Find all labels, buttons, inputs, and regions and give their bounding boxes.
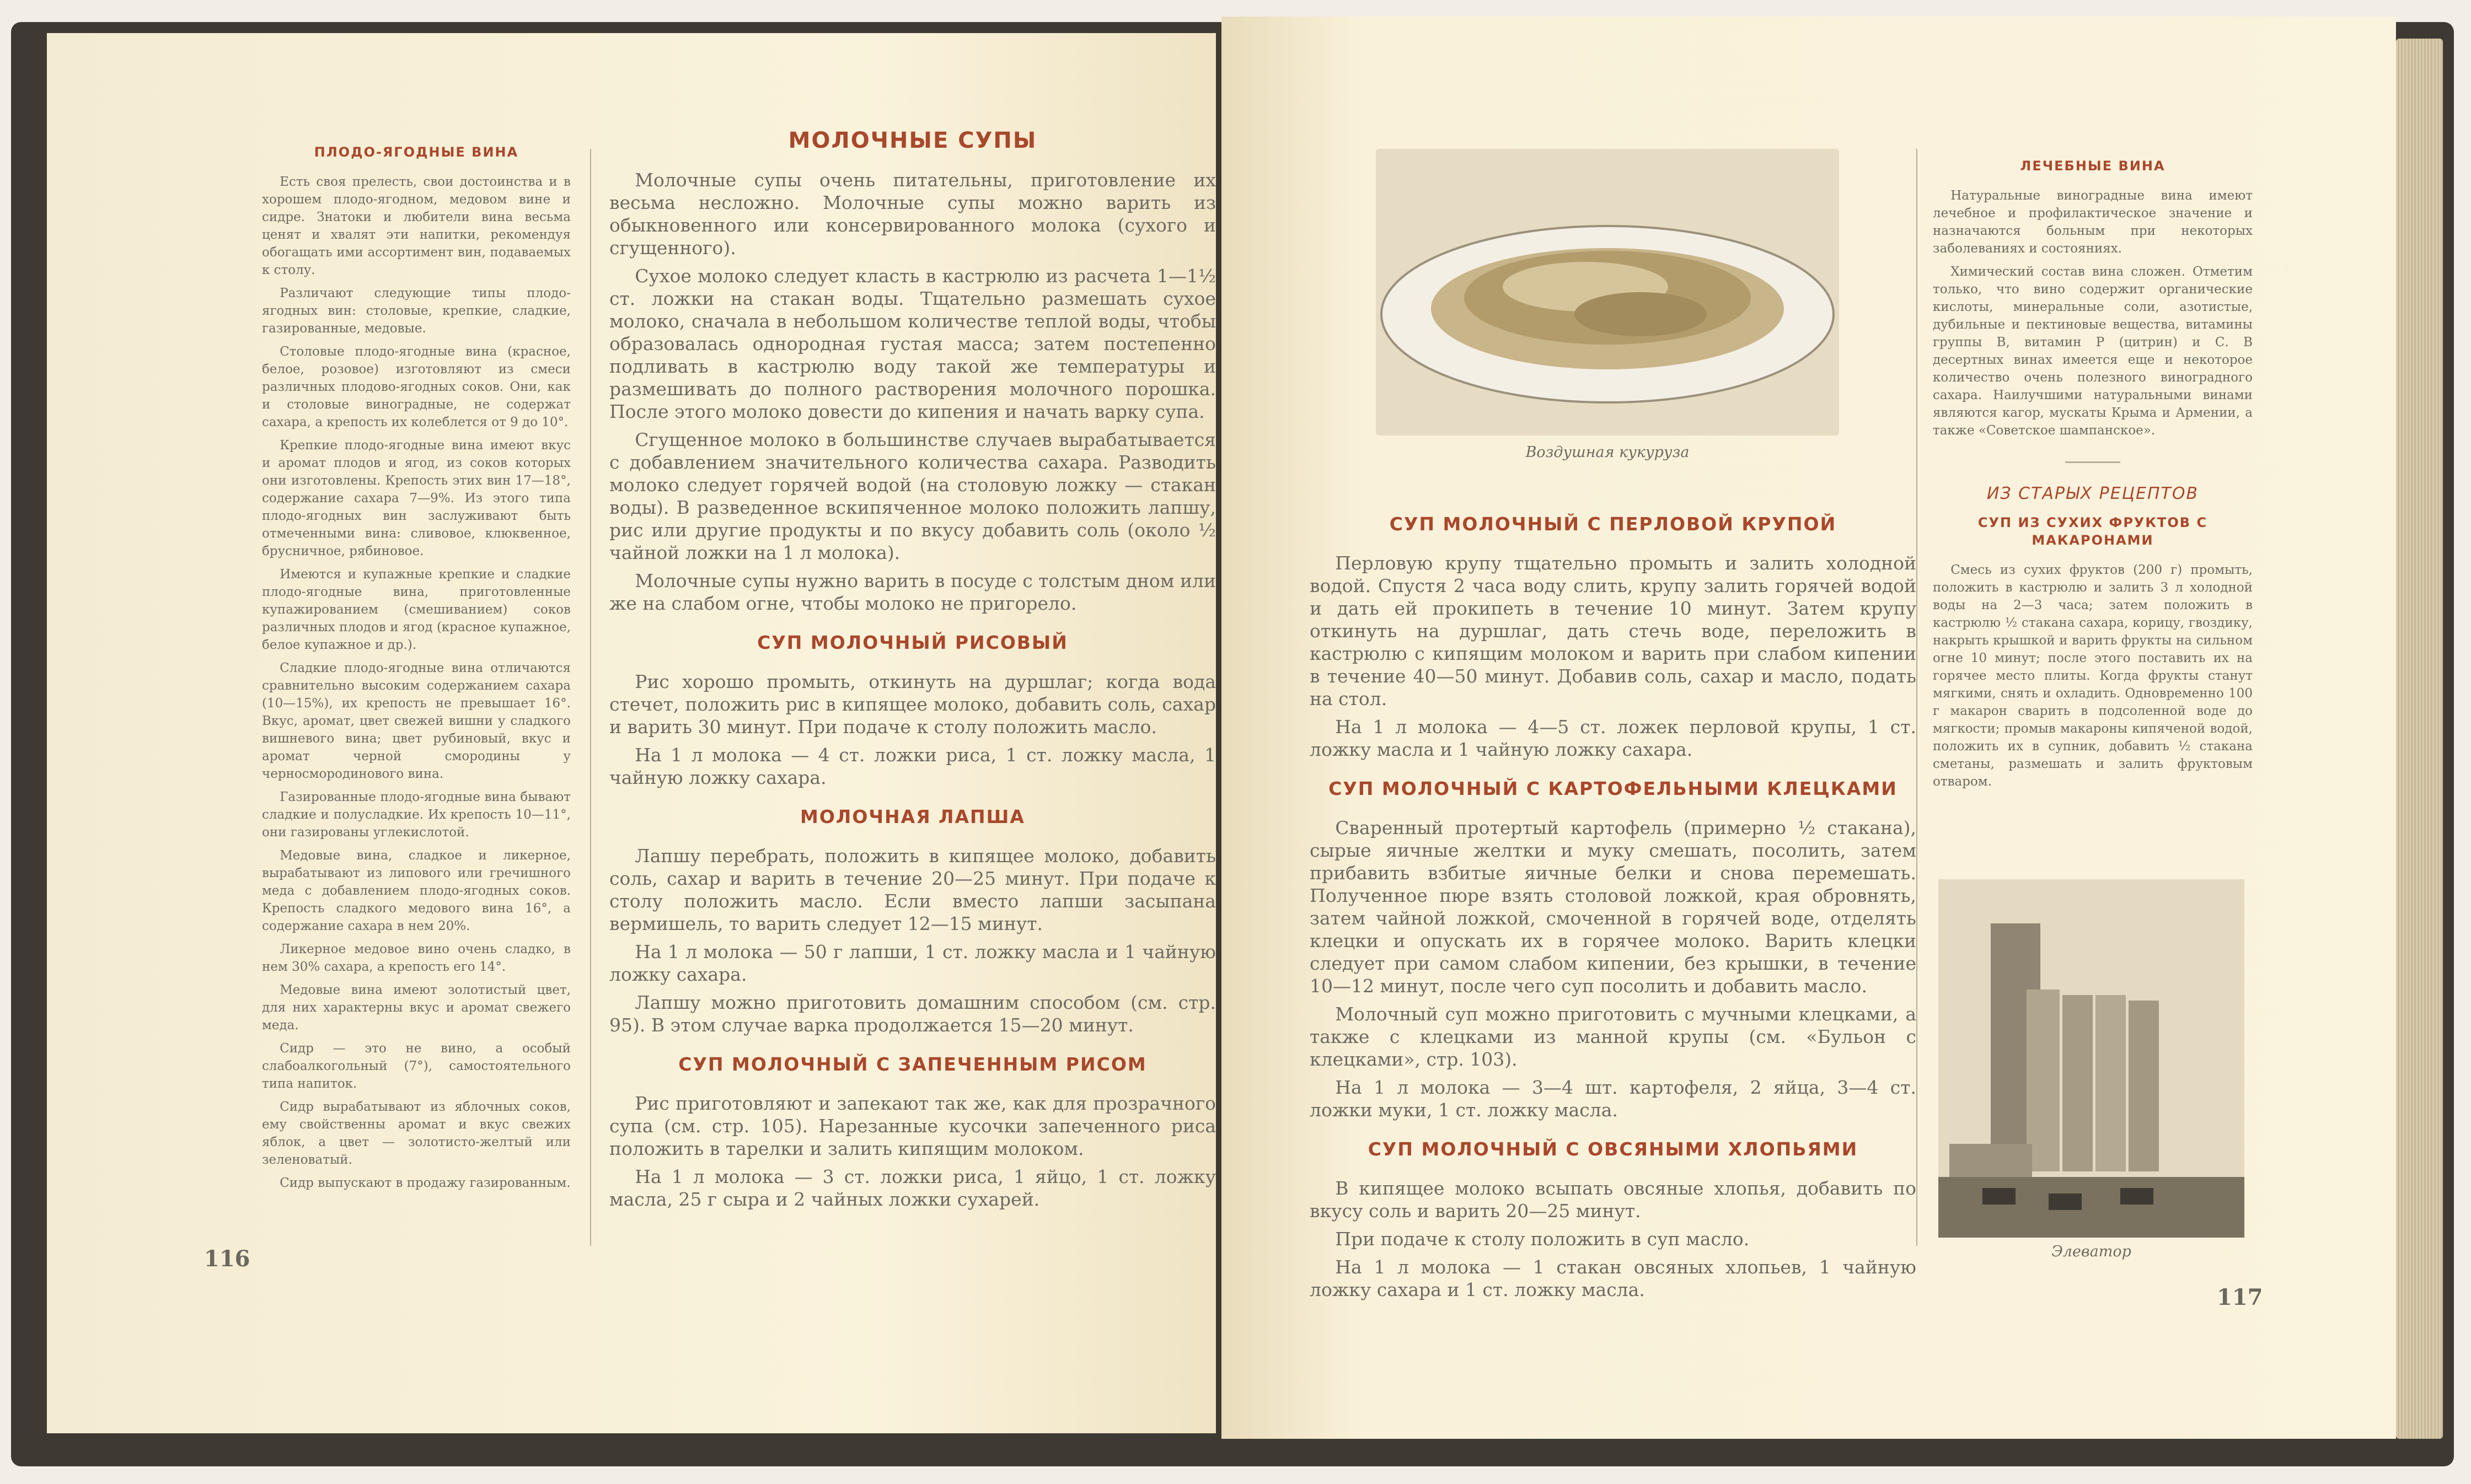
recipe-title: СУП МОЛОЧНЫЙ С ЗАПЕЧЕННЫМ РИСОМ <box>678 1053 1147 1075</box>
old-recipe-text: Смесь из сухих фруктов (200 г) промыть, положить в кастрюлю и залить 3 л холодной воды на 2—3 часа; затем положить в кастрюлю ½ стакана сахара, корицу, гвоздику, накрыть крышкой и варить фрукты на сильном огне 10 минут; после этого поставить их на горячее место плиты. Когда фрукты станут мягкими, снять и охладить. Одновременно 100 г макарон сварить в подсоленной воде до мягкости; промыв макароны кипяченой водой, положить их в супник, добавить ½ стакана сметаны, размешать и залить фруктовым отваром. <box>1933 563 2253 789</box>
page-edges <box>2396 39 2443 1439</box>
recipe-body <box>1310 1177 1916 1301</box>
recipe-title: СУП МОЛОЧНЫЙ С ОВСЯНЫМИ ХЛОПЬЯМИ <box>1368 1138 1858 1160</box>
sidebar-paragraph: Газированные плодо-ягодные вина бывают сладкие и полусладкие. Их крепость 10—11°, они газированы углекислотой. <box>262 790 571 840</box>
sidebar-text <box>262 173 571 1192</box>
intro-text <box>609 169 1216 615</box>
recipe-body <box>609 670 1216 789</box>
sidebar-paragraph: Различают следующие типы плодо-ягодных вин: столовые, крепкие, сладкие, газированные, медовые. <box>262 286 571 336</box>
sidebar-paragraph: Натуральные виноградные вина имеют лечебное и профилактическое значение и назначаются больным при некоторых заболеваниях и состояниях. <box>1933 189 2253 256</box>
sidebar-paragraph: Медовые вина, сладкое и ликерное, вырабатывают из липового или гречишного меда с добавлением плодо-ягодных соков. Крепость сладкого медового вина 16°, а содержание сахара в нем 20%. <box>262 848 571 933</box>
left-sidebar <box>262 143 571 1251</box>
left-page <box>47 33 1216 1433</box>
left-main-column <box>609 130 1216 1287</box>
recipe-paragraph: На 1 л молока — 50 г лапши, 1 ст. ложку масла и 1 чайную ложку сахара. <box>609 941 1216 985</box>
elevator-photo <box>1938 879 2244 1238</box>
recipe-paragraph: На 1 л молока — 3—4 шт. картофеля, 2 яйца, 3—4 ст. ложки муки, 1 ст. ложку масла. <box>1310 1077 1916 1121</box>
recipe-paragraph: Молочный суп можно приготовить с мучными клецками, а также с клецками из манной крупы (см. «Бульон с клецками», стр. 103). <box>1310 1003 1916 1070</box>
intro-paragraph: Молочные супы очень питательны, приготовление их весьма несложно. Молочные супы можно варить из обыкновенного или консервированного молока (сухого и сгущенного). <box>609 169 1216 259</box>
recipe-paragraph: Рис хорошо промыть, откинуть на дуршлаг; когда вода стечет, положить рис в кипящее молоко, добавить соль, сахар и варить 30 минут. При подаче к столу положить масло. <box>609 671 1216 738</box>
recipe-paragraph: На 1 л молока — 3 ст. ложки риса, 1 яйцо, 1 ст. ложку масла, 25 г сыра и 2 чайных ложки сухарей. <box>609 1166 1216 1210</box>
sidebar-paragraph: Сидр выпускают в продажу газированным. <box>280 1176 571 1190</box>
recipe-paragraph: В кипящее молоко всыпать овсяные хлопья, добавить по вкусу соль и варить 20—25 минут. <box>1310 1177 1916 1222</box>
photo-caption-top: Воздушная кукуруза <box>1525 444 1690 461</box>
old-recipes-heading: ИЗ СТАРЫХ РЕЦЕПТОВ <box>1986 484 2199 503</box>
recipe-body <box>1310 816 1916 1121</box>
intro-paragraph: Сгущенное молоко в большинстве случаев вырабатывается с добавлением значительного количества сахара. Разводить молоко следует горячей водой (на столовую ложку — стакан воды). В разведенное вскипяченное молоко положить лапшу, рис или другие продукты и по вкусу добавить соль (около ½ чайной ложки на 1 л молока). <box>609 429 1216 563</box>
plate-illustration <box>1376 149 1839 435</box>
sidebar-paragraph: Есть своя прелесть, свои достоинства и в хорошем плодо-ягодном, медовом вине и сидре. Знатоки и любители вина весьма ценят и хвалят эти напитки, рекомендуя обогащать ими ассортимент вин, подаваемых к столу. <box>262 175 571 277</box>
sidebar-paragraph: Сидр — это не вино, а особый слабоалкогольный (7°), самостоятельного типа напиток. <box>262 1041 571 1091</box>
sidebar-paragraph: Имеются и купажные крепкие и сладкие плодо-ягодные вина, приготовленные купажированием (смешиванием) соков различных плодов и ягод (красное купажное, белое купажное и др.). <box>262 567 571 652</box>
sidebar-paragraph: Сидр вырабатывают из яблочных соков, ему свойственны аромат и вкус свежих яблок, а цвет — золотисто-желтый или зеленоватый. <box>262 1100 571 1167</box>
page-title: МОЛОЧНЫЕ СУПЫ <box>788 128 1037 153</box>
sidebar-paragraph: Ликерное медовое вино очень сладко, в нем 30% сахара, а крепость его 14°. <box>262 942 571 974</box>
recipe-title: МОЛОЧНАЯ ЛАПША <box>800 806 1025 827</box>
right-page <box>1221 17 2396 1439</box>
recipe-body <box>1310 552 1916 761</box>
recipe-paragraph: На 1 л молока — 1 стакан овсяных хлопьев, 1 чайную ложку сахара и 1 ст. ложку масла. <box>1310 1256 1916 1300</box>
right-main-column <box>1310 496 1916 1300</box>
sidebar-paragraph: Медовые вина имеют золотистый цвет, для них характерны вкус и аромат свежего меда. <box>262 983 571 1033</box>
old-recipe-title: СУП ИЗ СУХИХ ФРУКТОВ С МАКАРОНАМИ <box>1977 515 2208 548</box>
sidebar-text <box>1933 187 2253 439</box>
recipe-body <box>609 845 1216 1036</box>
photo-caption-bottom: Элеватор <box>2051 1243 2131 1260</box>
recipes <box>609 631 1216 1211</box>
popcorn-photo <box>1376 149 1839 435</box>
recipe-title: СУП МОЛОЧНЫЙ С ПЕРЛОВОЙ КРУПОЙ <box>1389 513 1837 535</box>
recipe-paragraph: Лапшу можно приготовить домашним способом (см. стр. 95). В этом случае варка продолжается 15—20 минут. <box>609 992 1216 1036</box>
recipe-paragraph: На 1 л молока — 4 ст. ложки риса, 1 ст. ложку масла, 1 чайную ложку сахара. <box>609 744 1216 788</box>
recipe-paragraph: Рис приготовляют и запекают так же, как для прозрачного супа (см. стр. 105). Нарезанные кусочки запеченного риса положить в тарелки и залить кипящим молоком. <box>609 1093 1216 1159</box>
column-divider <box>590 149 591 1246</box>
recipe-paragraph: Перловую крупу тщательно промыть и залить холодной водой. Спустя 2 часа воду слить, крупу залить горячей водой и дать ей прокипеть в течение 10 минут. Затем крупу откинуть на дуршлаг, дать стечь воде, переложить в кастрюлю с кипящим молоком и варить при слабом кипении в течение 40—50 минут. Добавив соль, сахар и масло, подать на стол. <box>1310 552 1916 709</box>
recipe-title: СУП МОЛОЧНЫЙ С КАРТОФЕЛЬНЫМИ КЛЕЦКАМИ <box>1328 778 1898 799</box>
sidebar-heading: ПЛОДО-ЯГОДНЫЕ ВИНА <box>314 144 519 160</box>
recipe-title: СУП МОЛОЧНЫЙ РИСОВЫЙ <box>757 632 1068 653</box>
sidebar-paragraph: Крепкие плодо-ягодные вина имеют вкус и аромат плодов и ягод, из соков которых они изготовлены. Крепость этих вин 17—18°, содержание сахара 7—9%. Из этого типа плодо-ягодных вин заслуживают быть отмеченными вина: сливовое, клюквенное, брусничное, рябиновое. <box>262 438 571 558</box>
recipe-body <box>609 1092 1216 1211</box>
recipe-paragraph: При подаче к столу положить в суп масло. <box>1335 1228 1750 1250</box>
page-number-left: 116 <box>204 1246 250 1272</box>
column-divider <box>1916 149 1917 1246</box>
recipe-paragraph: Лапшу перебрать, положить в кипящее молоко, добавить соль, сахар и варить в течение 20—25 минут. При подаче к столу положить масло. Если вместо лапши засыпана вермишель, то варить следует 12—15 минут. <box>609 845 1216 934</box>
page-number-right: 117 <box>2217 1284 2263 1310</box>
right-sidebar <box>1933 157 2253 885</box>
sidebar-paragraph: Сладкие плодо-ягодные вина отличаются сравнительно высоким содержанием сахара (10—15%), их крепость не превышает 16°. Вкус, аромат, цвет свежей вишни у сладкого вишневого вина; цвет рубиновый, вкус и аромат черной смородины у черносмородинового вина. <box>262 661 571 781</box>
intro-paragraph: Молочные супы нужно варить в посуде с толстым дном или же на слабом огне, чтобы молоко не пригорело. <box>609 570 1216 614</box>
sidebar-paragraph: Столовые плодо-ягодные вина (красное, белое, розовое) изготовляют из смеси различных плодово-ягодных соков. Они, как и столовые виноградные, не содержат сахара, а крепость их колеблется от 9 до 10°. <box>262 345 571 429</box>
recipe-paragraph: Сваренный протертый картофель (примерно ½ стакана), сырые яичные желтки и муку смешать, посолить, затем прибавить взбитые яичные белки и снова перемешать. Полученное пюре взять столовой ложкой, края обровнять, затем чайной ложкой, смоченной в горячей воде, отделять клецки и опускать их в горячее молоко. Варить клецки следует при самом слабом кипении, без крышки, в течение 10—12 минут, после чего суп посолить и добавить масло. <box>1310 817 1916 997</box>
sidebar-paragraph: Химический состав вина сложен. Отметим только, что вино содержит органические кислоты, минеральные соли, азотистые, дубильные и пектиновые вещества, витамины группы В, витамин Р (цитрин) и С. В десертных винах имеется еще и некоторое количество очень полезного виноградного сахара. Наилучшими натуральными винами являются кагор, мускаты Крыма и Армении, а также «Советское шампанское». <box>1933 265 2253 438</box>
separator <box>2065 461 2120 463</box>
recipe-paragraph: На 1 л молока — 4—5 ст. ложек перловой крупы, 1 ст. ложку масла и 1 чайную ложку сахара. <box>1310 716 1916 760</box>
sidebar-heading: ЛЕЧЕБНЫЕ ВИНА <box>2020 158 2166 174</box>
elevator-illustration <box>1938 879 2244 1238</box>
intro-paragraph: Сухое молоко следует класть в кастрюлю из расчета 1—1½ ст. ложки на стакан воды. Тщательно размешать сухое молоко, сначала в небольшом количестве теплой воды, чтобы образовалась однородная густая масса; затем постепенно подливать в кастрюлю воду такой же температуры и размешивать до полного растворения молочного порошка. После этого молоко довести до кипения и начать варку супа. <box>609 265 1216 422</box>
recipes <box>1310 513 1916 1301</box>
